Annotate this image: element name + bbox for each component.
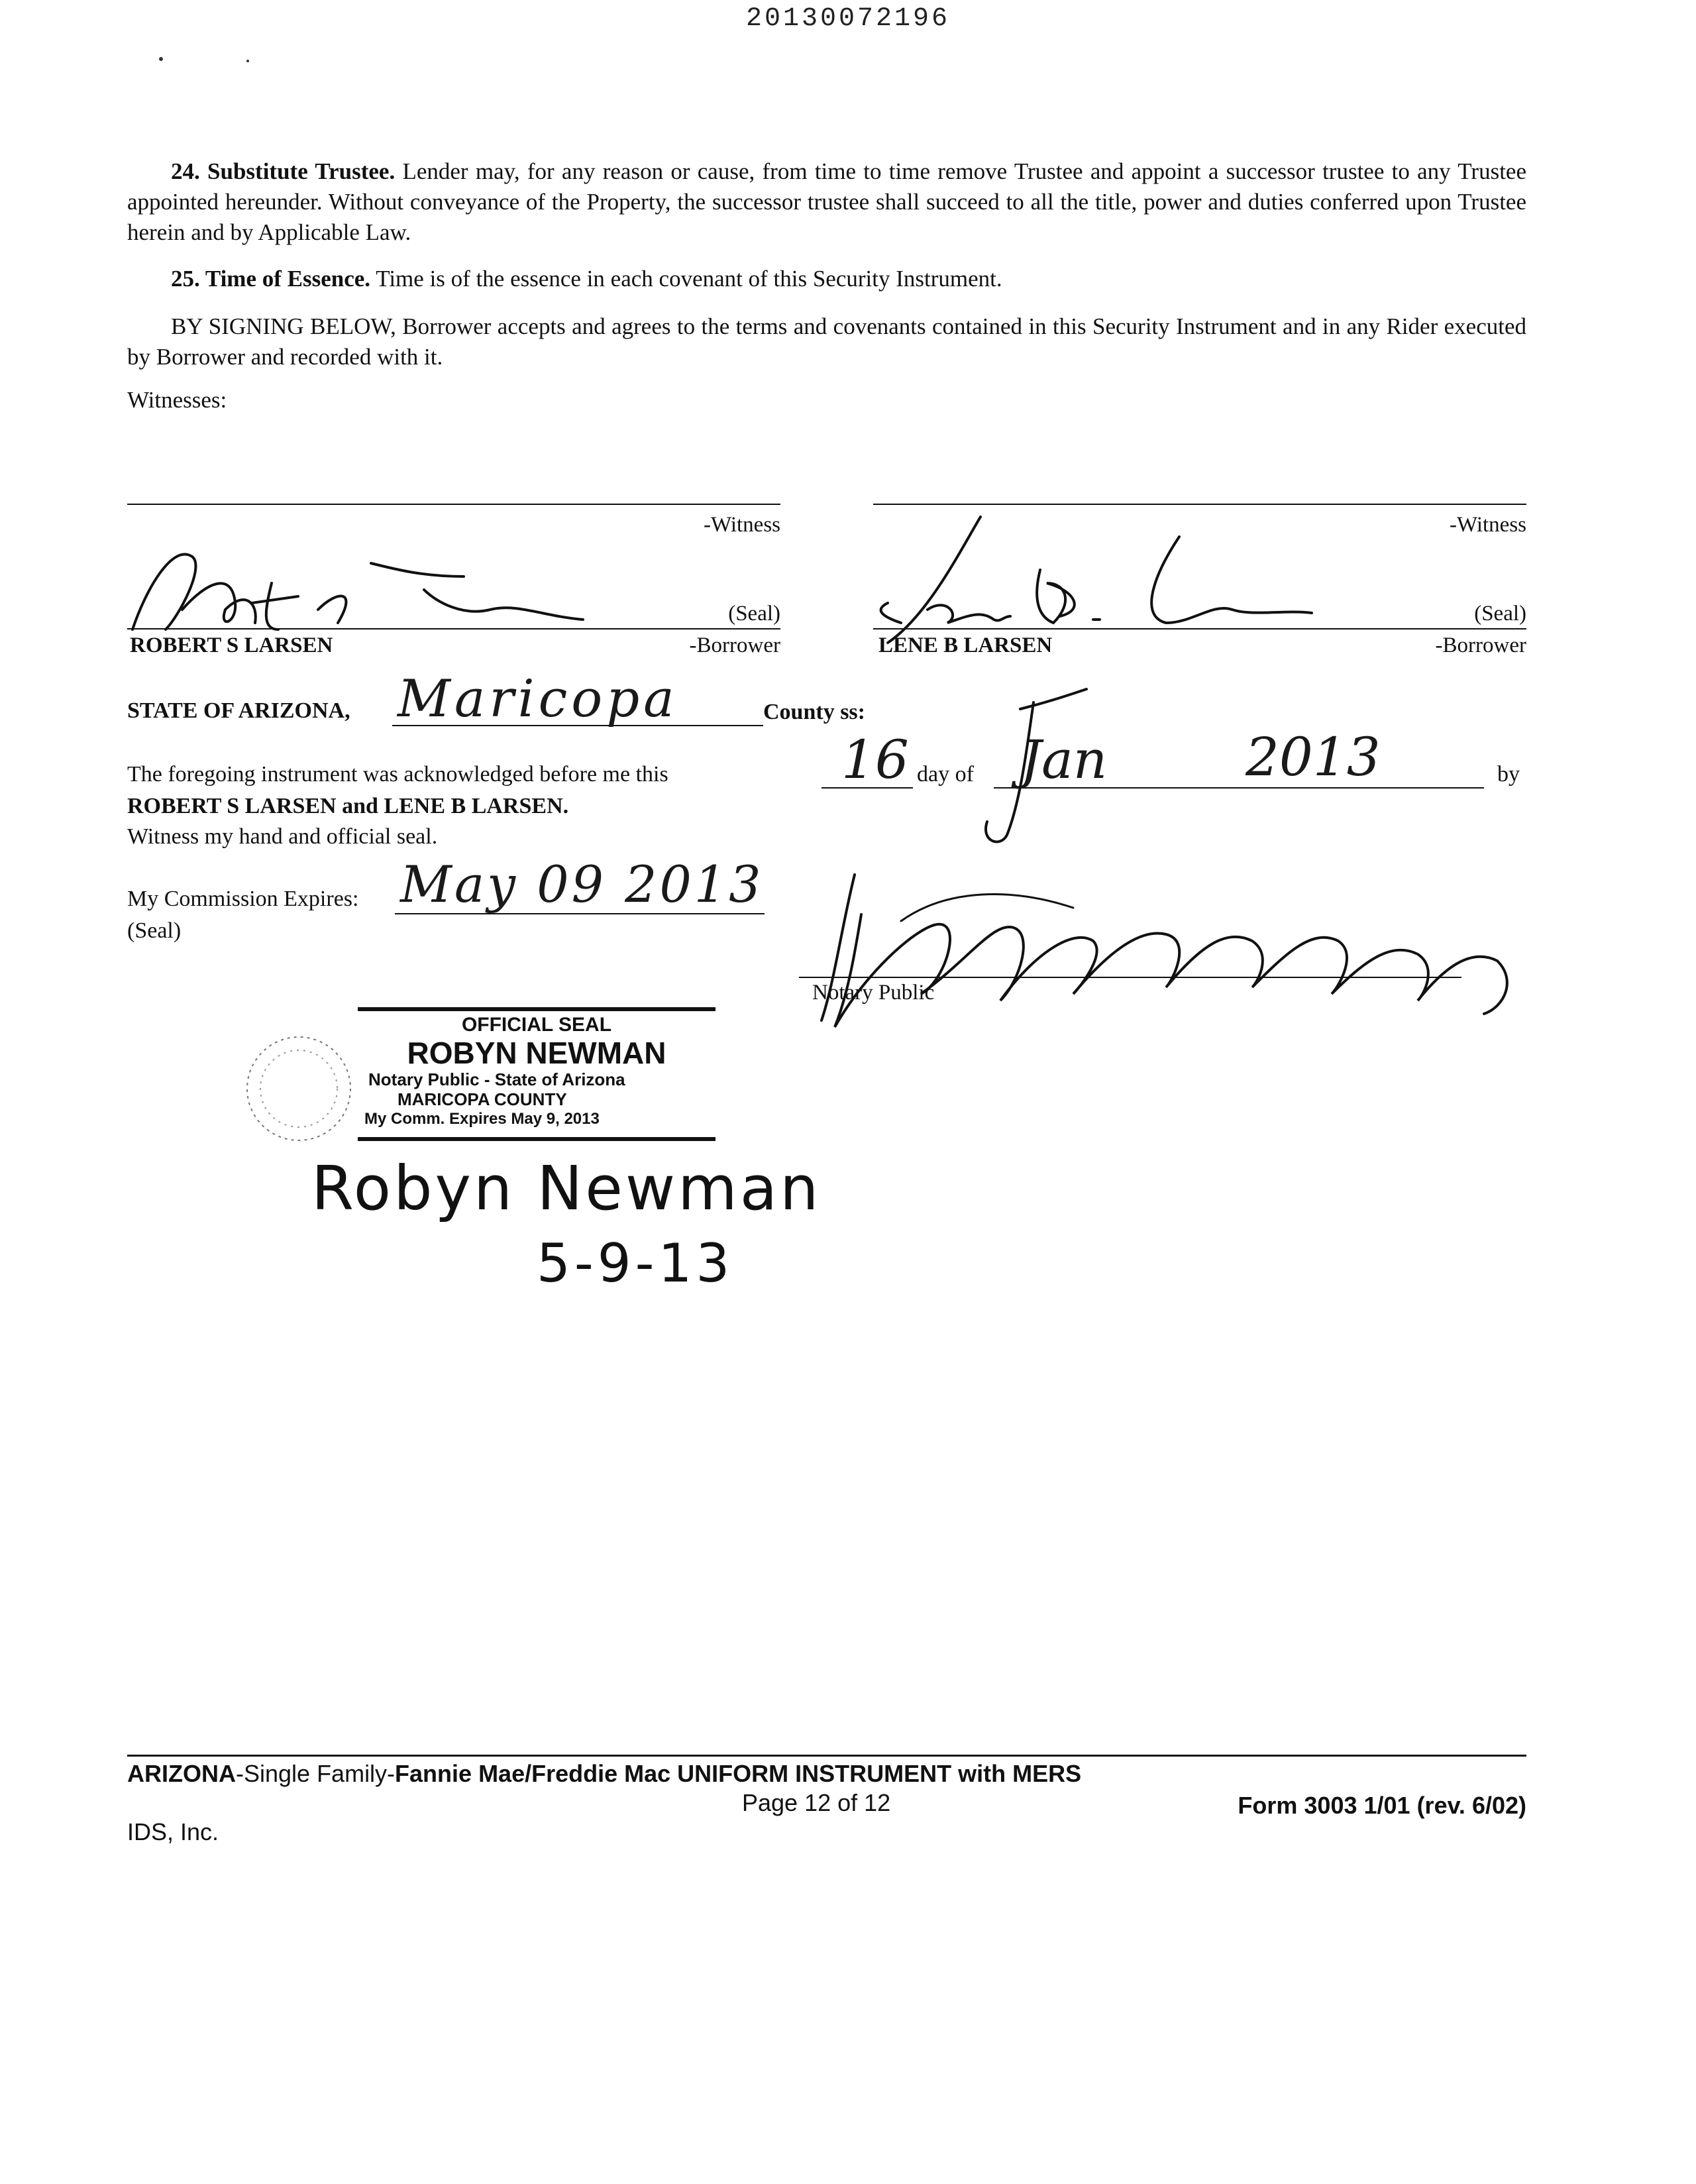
footer-publisher: IDS, Inc. bbox=[127, 1818, 219, 1845]
official-seal-stamp bbox=[358, 1007, 716, 1141]
stamp-line3: My Comm. Expires May 9, 2013 bbox=[364, 1110, 600, 1128]
state-label: STATE OF ARIZONA, bbox=[127, 698, 350, 723]
month-flourish bbox=[954, 669, 1086, 868]
stamp-name: ROBYN NEWMAN bbox=[407, 1036, 666, 1070]
footer-rule bbox=[127, 1755, 1526, 1757]
witness-line-left bbox=[127, 504, 780, 505]
borrower-name-right: LENE B LARSEN bbox=[878, 633, 1053, 657]
witness-hand-text: Witness my hand and official seal. bbox=[127, 824, 438, 849]
day-handwritten: 16 bbox=[841, 729, 909, 791]
year-handwritten: 2013 bbox=[1246, 726, 1381, 788]
by-label: by bbox=[1497, 762, 1520, 787]
witness-label-right: -Witness bbox=[1450, 513, 1526, 537]
seal-label-right: (Seal) bbox=[1474, 602, 1526, 626]
scan-speck bbox=[159, 57, 163, 61]
month-handwritten: Jan bbox=[1020, 729, 1108, 791]
county-handwritten: Maricopa bbox=[398, 669, 678, 729]
borrower-name-left: ROBERT S LARSEN bbox=[130, 633, 333, 657]
notary-seal-label: (Seal) bbox=[127, 918, 182, 943]
county-label: County ss: bbox=[763, 700, 865, 724]
clause-24-text: Lender may, for any reason or cause, from time to time remove Trustee and appoint a successor trustee to any Trustee appointed hereunder. Without conveyance of the Property, the successor trustee shall succeed to all the title, power and duties conferred upon Trustee herein and by Applicable Law. bbox=[127, 158, 1527, 245]
acknowledgment-prefix: The foregoing instrument was acknowledged before me this bbox=[127, 762, 668, 787]
borrower-label-right: -Borrower bbox=[1435, 633, 1526, 657]
clause-25 bbox=[127, 264, 1526, 294]
witnesses-label: Witnesses: bbox=[127, 387, 227, 413]
footer-form-title bbox=[127, 1760, 1081, 1788]
notary-signature bbox=[795, 848, 1550, 1047]
commission-label: My Commission Expires: bbox=[127, 887, 359, 911]
borrower-signature-robert bbox=[119, 530, 596, 649]
borrower-label-left: -Borrower bbox=[689, 633, 780, 657]
witness-line-right bbox=[873, 504, 1526, 505]
witness-label-left: -Witness bbox=[704, 513, 780, 537]
footer-state: ARIZONA bbox=[127, 1760, 236, 1787]
seal-label-left: (Seal) bbox=[728, 602, 780, 626]
footer-form-number: Form 3003 1/01 (rev. 6/02) bbox=[1238, 1792, 1526, 1819]
recording-number: 20130072196 bbox=[745, 4, 951, 34]
stamp-line2: MARICOPA COUNTY bbox=[398, 1089, 567, 1109]
clause-25-text: Time is of the essence in each covenant of this Security Instrument. bbox=[376, 266, 1002, 292]
clause-25-title: 25. Time of Essence. bbox=[171, 266, 371, 292]
footer-form-rest: Fannie Mae/Freddie Mac UNIFORM INSTRUMENT with MERS bbox=[395, 1760, 1082, 1787]
signing-statement: BY SIGNING BELOW, Borrower accepts and agrees to the terms and covenants contained in this Security Instrument and in any Rider executed by Borrower and recorded with it. bbox=[127, 313, 1526, 370]
handwritten-notary-name: Robyn Newman bbox=[311, 1153, 822, 1224]
footer-form-middle: -Single Family- bbox=[236, 1760, 396, 1787]
borrower-signature-lene bbox=[861, 510, 1365, 649]
day-label: day of bbox=[917, 762, 974, 787]
scan-speck bbox=[246, 60, 249, 62]
borrower-names: ROBERT S LARSEN and LENE B LARSEN. bbox=[127, 794, 569, 818]
stamp-line1: Notary Public - State of Arizona bbox=[368, 1069, 625, 1089]
handwritten-notary-date: 5-9-13 bbox=[537, 1232, 734, 1294]
notary-public-label: Notary Public bbox=[812, 981, 935, 1005]
footer-page: Page 12 of 12 bbox=[742, 1789, 891, 1816]
notary-embossed-seal-icon bbox=[242, 1032, 355, 1145]
stamp-title: OFFICIAL SEAL bbox=[461, 1014, 612, 1036]
clause-24 bbox=[127, 156, 1526, 248]
commission-handwritten: May 09 2013 bbox=[400, 855, 764, 914]
clause-24-title: 24. Substitute Trustee. bbox=[171, 158, 396, 184]
